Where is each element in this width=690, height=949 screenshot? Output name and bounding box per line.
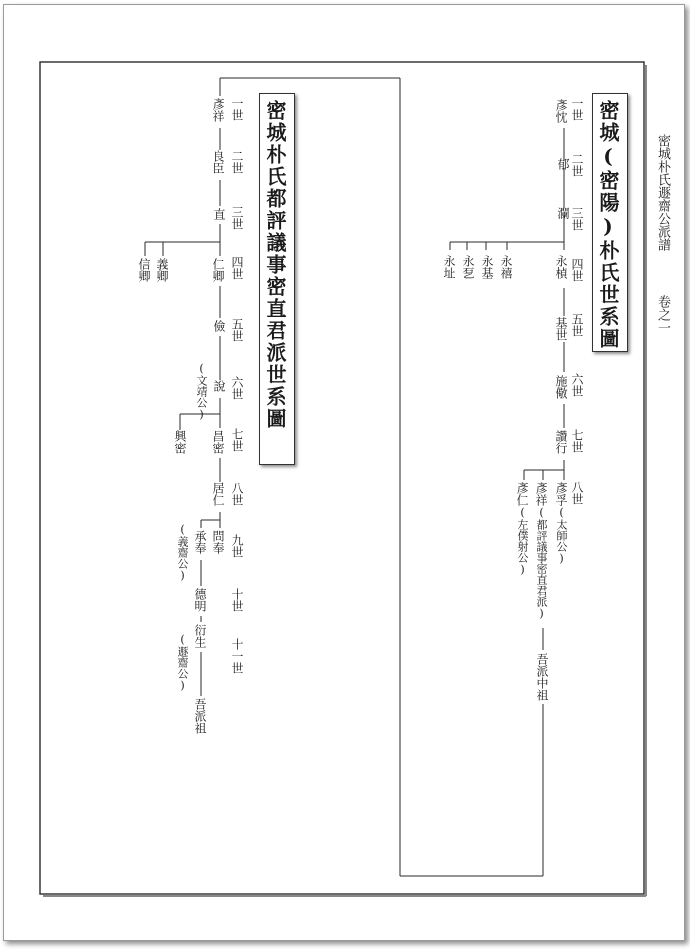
r-person-g8a	[555, 482, 567, 565]
l-person-g11-note: (遯齋公)	[176, 633, 189, 692]
r-person-g8b-note: (都評議事密直君派)	[535, 506, 548, 620]
right-title-part-a: 密城	[596, 100, 620, 144]
r-person-g8b-mark: 吾派中祖	[535, 653, 549, 701]
right-title-part-b: (密陽)	[596, 144, 620, 240]
l-person-g6: 說	[212, 380, 226, 392]
r-person-g3: 瀾	[556, 207, 570, 219]
l-person-g2: 良臣	[211, 150, 225, 174]
l-gen-2: 二世	[230, 150, 244, 174]
l-person-g1: 彥祥	[211, 98, 225, 122]
r-gen-1: 一世	[570, 97, 584, 121]
r-person-g7: 讚行	[554, 430, 568, 454]
l-person-g10: 德明	[193, 588, 207, 612]
l-gen-6: 六世	[230, 376, 244, 400]
r-gen-5: 五世	[570, 313, 584, 337]
r-person-g1: 彥忱	[554, 99, 568, 123]
r-person-g6: 施儆	[554, 375, 568, 399]
r-person-g8c-note: (左僕射公)	[516, 506, 529, 576]
r-person-g4-sib-4: 永址	[442, 255, 456, 279]
inner-frame	[40, 62, 644, 894]
r-person-g8b	[535, 482, 547, 620]
right-title	[598, 100, 618, 350]
r-gen-8: 八世	[570, 481, 584, 505]
l-person-g6-note: (文靖公)	[195, 362, 208, 421]
r-person-g5: 基世	[554, 317, 568, 341]
r-gen-3: 三世	[570, 207, 584, 231]
l-person-g4-sib-2: 信卿	[137, 258, 151, 282]
r-gen-2: 二世	[570, 153, 584, 177]
r-person-g8a-note: (太師公)	[555, 506, 568, 565]
l-gen-1: 一世	[230, 97, 244, 121]
l-person-g5: 儉	[212, 320, 226, 332]
r-person-g8c-name: 彥仁	[515, 482, 529, 506]
l-person-g9b-note: (義齋公)	[176, 523, 189, 582]
r-gen-7: 七世	[570, 429, 584, 453]
right-title-part-c: 朴氏世系圖	[596, 240, 620, 350]
r-person-g8b-name: 彥祥	[534, 482, 548, 506]
l-gen-9: 九世	[230, 534, 244, 558]
r-gen-4: 四世	[570, 258, 584, 282]
l-gen-7: 七世	[230, 428, 244, 452]
l-gen-4: 四世	[230, 256, 244, 280]
r-person-g4: 永楨	[554, 255, 568, 279]
l-gen-11: 十一世	[230, 638, 244, 674]
r-person-g8c	[516, 482, 528, 576]
l-person-g9a: 問奉	[211, 530, 225, 554]
left-title: 密城朴氏都評議事密直君派世系圖	[263, 100, 287, 430]
r-gen-6: 六世	[570, 373, 584, 397]
l-gen-8: 八世	[230, 482, 244, 506]
l-person-g7b: 興密	[173, 430, 187, 454]
l-person-g4: 仁卿	[211, 258, 225, 282]
volume-label: 卷之一	[655, 295, 670, 334]
r-person-g4-sib-3: 永乭	[461, 255, 475, 279]
r-person-g4-sib-2: 永基	[480, 255, 494, 279]
r-person-g4-sib-1: 永禧	[499, 255, 513, 279]
l-gen-10: 十世	[230, 588, 244, 612]
margin-title: 密城朴氏遯齋公派譜	[655, 134, 670, 251]
l-person-g11: 衍生	[193, 624, 207, 648]
r-person-g2: 郁	[556, 158, 570, 170]
l-person-g8: 居仁	[211, 482, 225, 506]
l-person-g7a: 昌密	[211, 430, 225, 454]
l-person-g9b: 承奉	[193, 530, 207, 554]
r-person-g8a-name: 彥孚	[554, 482, 568, 506]
l-person-g3: 直	[212, 208, 226, 220]
l-person-g4-sib-1: 義卿	[155, 258, 169, 282]
l-person-g11-mark: 吾派祖	[193, 698, 207, 734]
l-gen-5: 五世	[230, 318, 244, 342]
l-gen-3: 三世	[230, 206, 244, 230]
